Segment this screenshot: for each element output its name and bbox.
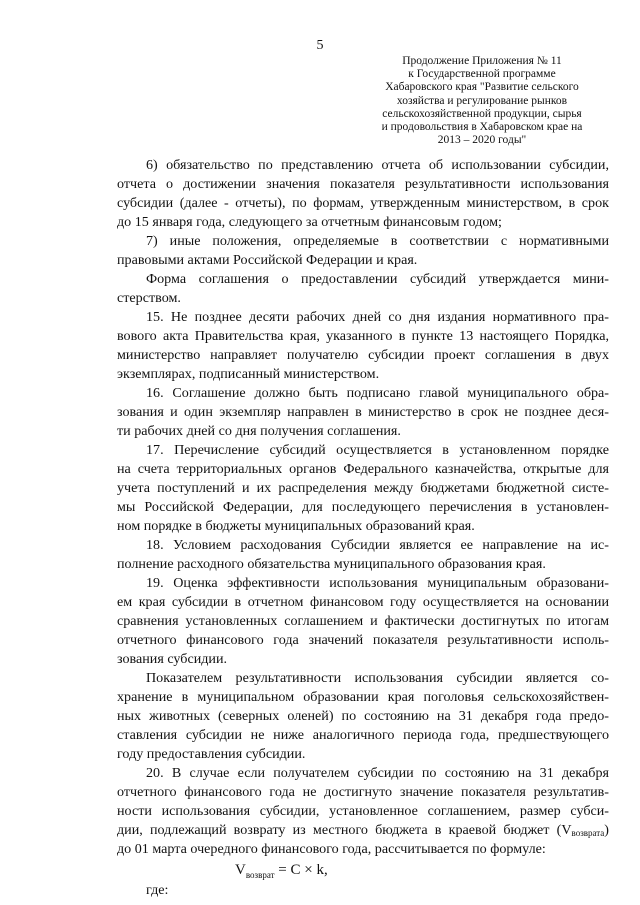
text-line: зования субсидии. [117, 651, 228, 667]
text-line: 19. Оценка эффективности использования муниципальным образовани- [146, 575, 609, 591]
text-line: мы Российской Федерации, для последующего перечисления в установлен- [117, 499, 609, 515]
document-body [117, 156, 609, 900]
text-line: сравнения установленных соглашением и фактически достигнутых по итогам [117, 613, 609, 629]
formula-rest: = C × k, [274, 862, 328, 878]
where-label: где: [146, 882, 169, 898]
header-line: Хабаровского края "Развитие сельского [385, 81, 579, 94]
text-line: 17. Перечисление субсидий осуществляется в установленном порядке [146, 442, 609, 458]
text-line: на счета территориальных органов Федерального казначейства, открытые для [117, 461, 609, 477]
text-line: Показателем результативности использования субсидии является со- [146, 670, 609, 686]
text-line: учета поступлений и их распределения между бюджетами бюджетной систе- [117, 480, 609, 496]
subscript: возврата [571, 828, 605, 838]
text-line: отчетного финансового года не достигнуто значение показателя результатив- [117, 784, 609, 800]
text-line: хранение в муниципальном образовании края поголовья сельскохозяйствен- [117, 689, 609, 705]
formula-variable: V [235, 862, 246, 878]
text-line: субсидии (далее - отчеты), по формам, утвержденным министерством, в срок [117, 195, 609, 211]
header-line: и продовольствия в Хабаровском крае на [381, 121, 583, 134]
text-line: до 15 января года, следующего за отчетным финансовым годом; [117, 214, 502, 230]
text-line: полнение расходного обязательства муниципального образования края. [117, 556, 546, 572]
text-line: ем края субсидии в отчетном финансовом году осуществляется на основании [117, 594, 609, 610]
text-line: зования и один экземпляр направлен в министерство в срок не позднее деся- [117, 404, 609, 420]
header-line: 2013 – 2020 годы" [437, 134, 527, 147]
text-line: ности использования субсидии, установленное соглашением, размер субси- [117, 803, 609, 819]
text-line: году предоставления субсидии. [117, 746, 306, 762]
formula [117, 859, 609, 881]
header-line: хозяйства и регулирование рынков [396, 94, 568, 107]
text-line: правовыми актами Российской Федерации и края. [117, 252, 418, 268]
text-line: 15. Не позднее десяти рабочих дней со дня издания нормативного пра- [146, 309, 609, 325]
header-line: сельскохозяйственной продукции, сырья [382, 107, 582, 120]
text-line: отчетного финансового года значений показателя результативности исполь- [117, 632, 609, 648]
text-line: ном порядке в бюджеты муниципальных образований края. [117, 518, 475, 534]
text-line: до 01 марта очередного финансового года, рассчитывается по формуле: [117, 841, 546, 857]
text-line: 20. В случае если получателем субсидии по состоянию на 31 декабря [146, 765, 609, 781]
text-line-with-subscript [117, 821, 609, 840]
text-line: вового акта Правительства края, указанного в пункте 13 настоящего Порядка, [117, 328, 609, 344]
appendix-header [372, 55, 592, 147]
text-line: 18. Условием расходования Субсидии является ее направление на ис- [146, 537, 609, 553]
text-line: ставления субсидии не ниже аналогичного периода года, предшествующего [117, 727, 609, 743]
text-line: 7) иные положения, определяемые в соответствии с нормативными [146, 233, 609, 249]
header-line: Продолжение Приложения № 11 [402, 55, 562, 67]
header-line: к Государственной программе [408, 68, 556, 81]
text-line: экземплярах, подписанный министерством. [117, 366, 380, 382]
text-line: стерством. [117, 290, 181, 306]
text-line: Форма соглашения о предоставлении субсидий утверждается мини- [146, 271, 609, 287]
text-line: 6) обязательство по представлению отчета об использовании субсидии, [146, 157, 609, 173]
text-line: министерство направляет получателю субсидии проект соглашения в двух [117, 347, 609, 363]
text-line-part: дии, подлежащий возврату из местного бюджета в краевой бюджет (V [117, 822, 572, 838]
closing-paren: ) [604, 822, 609, 838]
text-line: отчета о достижении значения показателя результативности использования [117, 176, 609, 192]
text-line: ти рабочих дней со дня получения соглашения. [117, 423, 401, 439]
formula-subscript: возврат [245, 870, 275, 880]
page-number: 5 [316, 38, 324, 53]
text-line: ных животных (северных оленей) по состоянию на 31 декабря года предо- [117, 708, 609, 724]
text-line: 16. Соглашение должно быть подписано главой муниципального обра- [146, 385, 609, 401]
